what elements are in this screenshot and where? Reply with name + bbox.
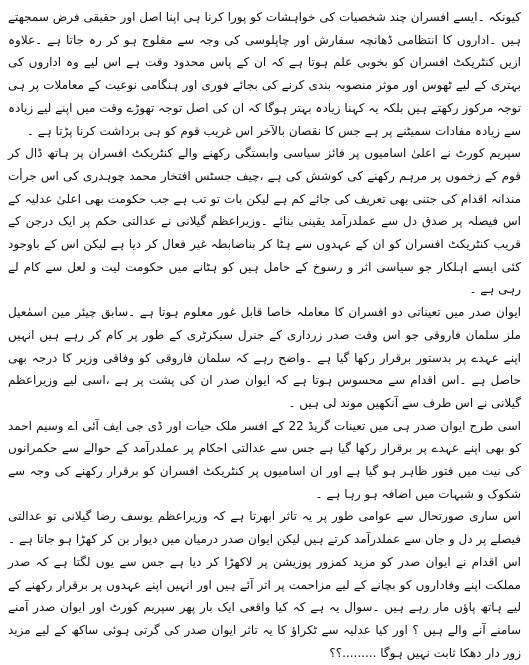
paragraph-5: اس ساری صورتحال سے عوامی طور پر یہ تاثر ابھرتا ہے کہ وزیراعظم یوسف رضا گیلانی تو عدالتی فیصلے پر دل و جان سے عملدرآمد کرتے ہیں لیکن ایوان صدر درمیان میں دیوار بن کر کھڑا ہو جاتا ہے ۔اس اقدام نے ایوان صدر کو مزید کمزور پوزیشن پر لاکھڑا کر دیا ہے جس سے یوں لگتا ہے کہ صدر مملکت اپنے وفاداروں کو بچانے کے لیے مزاحمت پر اتر آئے ہیں اور انہیں اپنے عہدوں پر برقرار رکھنے کے لیے ہاتھ پاؤں مار رہے ہیں ۔سوال یہ ہے کہ کیا واقعی ایک بار پھر سپریم کورٹ اور ایوان صدر آمنے سامنے آنے والے ہیں ؟ اور کیا عدلیہ سے ٹکراؤ کا یہ تاثر ایوان صدر کی گرتی ہوئی ساکھ کے لیے مزید زور دار دھکا ثابت نہیں ہوگا .........؟؟ bbox=[8, 509, 521, 660]
paragraph-4: اسی طرح ایوان صدر ہی میں تعینات گریڈ 22 کے افسر ملک حیات اور ڈی جی ایف آئی اے وسیم احمد کو بھی اپنے عہدے پر برقرار رکھا گیا ہے جس سے عدالتی احکام پر عملدرآمد کے حوالے سے حکمرانوں کی نیت میں فتور ظاہر ہو گیا ہے اور ان اسامیوں پر کنٹریکٹ افسران کو برقرار رکھنے کی وجہ سے شکوک و شبہات میں اضافہ ہو رہا ہے ۔ bbox=[8, 418, 521, 501]
paragraph-3: ایوان صدر میں تعیناتی دو افسران کا معاملہ خاصا قابل غور معلوم ہوتا ہے ۔سابق چیئر مین اسمٰعیل ملز سلمان فاروقی جو اس وقت صدر زرداری کے جنرل سیکرٹری کے طور پر کام کر رہے ہیں انہیں اپنے عہدے پر بدستور برقرار رکھا گیا ہے ۔واضح رہے کہ سلمان فاروقی کو وفاقی وزیر کا درجہ بھی حاصل ہے ۔اس اقدام سے محسوس ہوتا ہے کہ ایوان صدر ان کی پشت پر ہے ،اسی لیے وزیراعظم گیلانی نے اس طرف سے آنکھیں موند لی ہیں ۔ bbox=[8, 305, 521, 410]
paragraph-1: کیونکہ ۔ایسے افسران چند شخصیات کی خواہشات کو پورا کرنا ہی اپنا اصل اور حقیقی فرض سمجھتے ہیں ۔اداروں کا انتظامی ڈھانچہ سفارش اور چاپلوسی کی وجہ سے مفلوج ہو کر رہ جاتا ہے ۔علاوہ ازیں کنٹریکٹ افسران کو بخوبی علم ہوتا ہے کہ ان کے پاس محدود وقت ہے اس لیے وہ اداروں کی بہتری کے لیے ٹھوس اور موثر منصوبہ بندی کرنے کی بجائے فوری اور ہنگامی نوعیت کے معاملات پر ہی توجہ مرکوز رکھتے ہیں بلکہ یہ کہنا زیادہ بہتر ہوگا کہ ان کی اصل توجہ تھوڑے وقت میں اپنے لیے زیادہ سے زیادہ مفادات سمیٹنے پر ہے جس کا نقصان بالآخر اس غریب قوم کو ہی برداشت کرنا پڑتا ہے ۔ bbox=[8, 10, 521, 138]
paragraph-2: سپریم کورٹ نے اعلیٰ اسامیوں پر فائز سیاسی وابستگی رکھنے والے کنٹریکٹ افسران پر ہاتھ ڈال کر قوم کے زخموں پر مرہم رکھنے کی کوشش کی ہے ،چیف جسٹس افتخار محمد چوہدری کی اس جرأت مندانہ اقدام کی جتنی بھی تعریف کی جائے کم ہے لیکن بات تو تب ہے جب حکومت بھی اعلیٰ عدلیہ کے اس فیصلہ پر صدق دل سے عملدرآمد یقینی بنائے ۔وزیراعظم گیلانی نے عدالتی حکم پر ایک درجن کے قریب کنٹریکٹ افسران کو ان کے عہدوں سے ہٹا کر بناضابطہ غیر فعال کر دیا ہے لیکن اس کے باوجود کئی ایسے اہلکار جو سیاسی اثر و رسوخ کے حامل ہیں کو ہٹانے میں حکومت لیت و لعل سے کام لے رہی ہے ۔ bbox=[8, 146, 521, 297]
